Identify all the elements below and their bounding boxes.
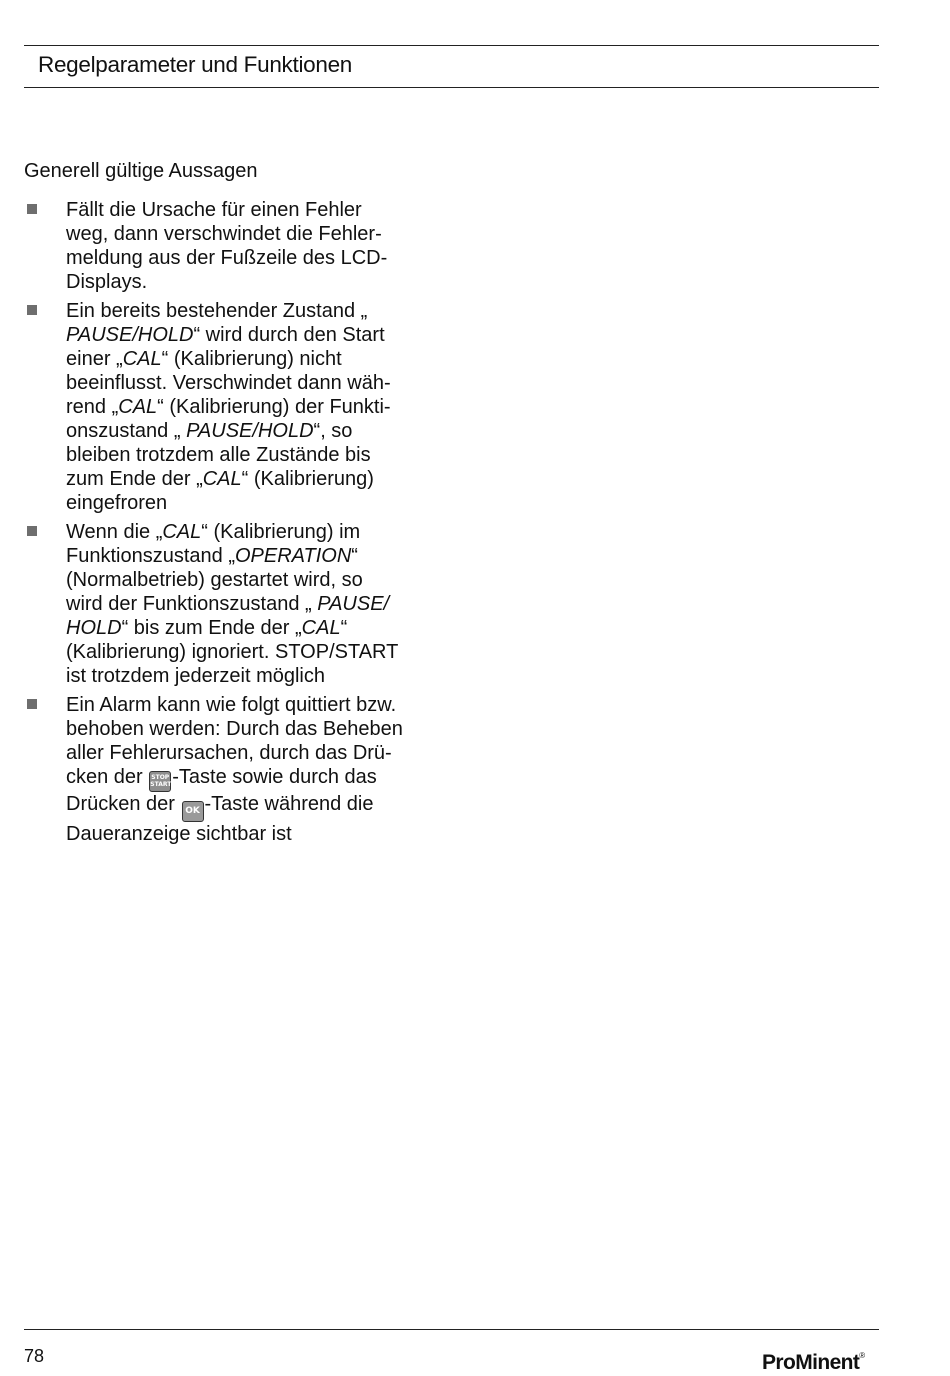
logo-registered-mark: ® (859, 1351, 866, 1360)
bullet-text-line (66, 520, 444, 544)
text-segment: Drücken der (66, 793, 181, 815)
text-segment: “ (Kalibrierung) nicht (161, 348, 342, 370)
bullet-text-line (66, 765, 444, 792)
bullet-text-line (66, 222, 444, 246)
text-segment: Ein Alarm kann wie folgt quittiert bzw. (66, 694, 397, 716)
bullet-text-line (66, 198, 444, 222)
ok-key-icon: OK (182, 801, 204, 822)
text-segment: “ (Kalibrierung) (241, 468, 374, 490)
text-segment: “ (340, 617, 348, 639)
square-bullet-icon (27, 699, 37, 709)
mode-name-text: HOLD (66, 617, 122, 639)
bullet-text-line (66, 323, 444, 347)
square-bullet-icon (27, 305, 37, 315)
bullet-text-line (66, 592, 444, 616)
list-item (24, 198, 444, 294)
text-segment: “ bis zum Ende der „ (121, 617, 302, 639)
text-segment: “ (351, 545, 358, 567)
text-segment: “ (Kalibrierung) im (201, 521, 361, 543)
text-segment: wird der Funktionszustand „ (66, 593, 318, 615)
text-segment: Wenn die „ (66, 521, 163, 543)
text-segment: ist trotzdem jederzeit möglich (66, 665, 325, 687)
text-segment: onszustand „ (66, 420, 187, 442)
mode-name-text: PAUSE/ (317, 593, 390, 615)
text-segment: “ wird durch den Start (193, 324, 385, 346)
square-bullet-icon (27, 526, 37, 536)
stop-start-key-icon (149, 771, 171, 792)
page-header-title: Regelparameter und Funktionen (38, 52, 353, 77)
text-segment: meldung aus der Fußzeile des LCD- (66, 247, 388, 269)
text-segment: zum Ende der „ (66, 468, 203, 490)
prominent-logo (762, 1343, 865, 1376)
bullet-text-line (66, 371, 444, 395)
text-segment: eingefroren (66, 492, 168, 514)
bullet-text-line (66, 616, 444, 640)
section-intro: Generell gültige Aussagen (24, 160, 258, 182)
text-segment: -Taste sowie durch das (172, 766, 377, 788)
text-segment: Fällt die Ursache für einen Fehler (66, 199, 362, 221)
bullet-list (24, 198, 444, 851)
text-segment: rend „ (66, 396, 119, 418)
bullet-text-line (66, 347, 444, 371)
text-segment: Ein bereits bestehender Zustand „ (66, 300, 368, 322)
text-segment: einer „ (66, 348, 123, 370)
text-segment: -Taste während die (204, 793, 374, 815)
key-label-start: START (150, 781, 172, 788)
bullet-text-line (66, 443, 444, 467)
text-segment: (Kalibrierung) ignoriert. STOP/START (66, 641, 399, 663)
logo-pro: Pro (762, 1351, 796, 1374)
text-segment: weg, dann verschwindet die Fehler- (66, 223, 382, 245)
bullet-text-line (66, 467, 444, 491)
text-segment: Daueranzeige sichtbar ist (66, 823, 292, 845)
text-segment: Funktionszustand „ (66, 545, 235, 567)
bullet-text-line (66, 568, 444, 592)
mode-name-text: CAL (122, 348, 162, 370)
page-number: 78 (24, 1346, 45, 1366)
key-label-stop: STOP (151, 774, 170, 781)
text-segment: cken der (66, 766, 149, 788)
text-segment: “ (Kalibrierung) der Funkti- (157, 396, 391, 418)
mode-name-text: OPERATION (234, 545, 352, 567)
bullet-text-line (66, 395, 444, 419)
square-bullet-icon (27, 204, 37, 214)
text-segment: “, so (313, 420, 353, 442)
text-segment: Displays. (66, 271, 148, 293)
header-top-rule (24, 45, 879, 46)
bullet-text-line (66, 299, 444, 323)
bullet-text-line (66, 693, 444, 717)
list-item (24, 520, 444, 688)
bullet-text-line (66, 792, 444, 822)
mode-name-text: PAUSE/HOLD (186, 420, 314, 442)
bullet-text-line (66, 640, 444, 664)
list-item (24, 299, 444, 515)
bullet-text-line (66, 270, 444, 294)
bullet-text-line (66, 246, 444, 270)
mode-name-text: CAL (118, 396, 158, 418)
mode-name-text: PAUSE/HOLD (66, 324, 194, 346)
header-bottom-rule (24, 87, 879, 88)
footer-rule (24, 1329, 879, 1330)
text-segment: beeinflusst. Verschwindet dann wäh- (66, 372, 391, 394)
text-segment: behoben werden: Durch das Beheben (66, 718, 403, 740)
bullet-text-line (66, 544, 444, 568)
bullet-text-line (66, 664, 444, 688)
bullet-text-line (66, 491, 444, 515)
list-item (24, 693, 444, 846)
bullet-text-line (66, 741, 444, 765)
bullet-text-line (66, 717, 444, 741)
text-segment: (Normalbetrieb) gestartet wird, so (66, 569, 363, 591)
text-segment: aller Fehlerursachen, durch das Drü- (66, 742, 392, 764)
logo-minent: Minent (795, 1351, 860, 1374)
mode-name-text: CAL (202, 468, 242, 490)
bullet-text-line (66, 822, 444, 846)
mode-name-text: CAL (162, 521, 202, 543)
bullet-text-line (66, 419, 444, 443)
mode-name-text: CAL (301, 617, 341, 639)
text-segment: bleiben trotzdem alle Zustände bis (66, 444, 371, 466)
